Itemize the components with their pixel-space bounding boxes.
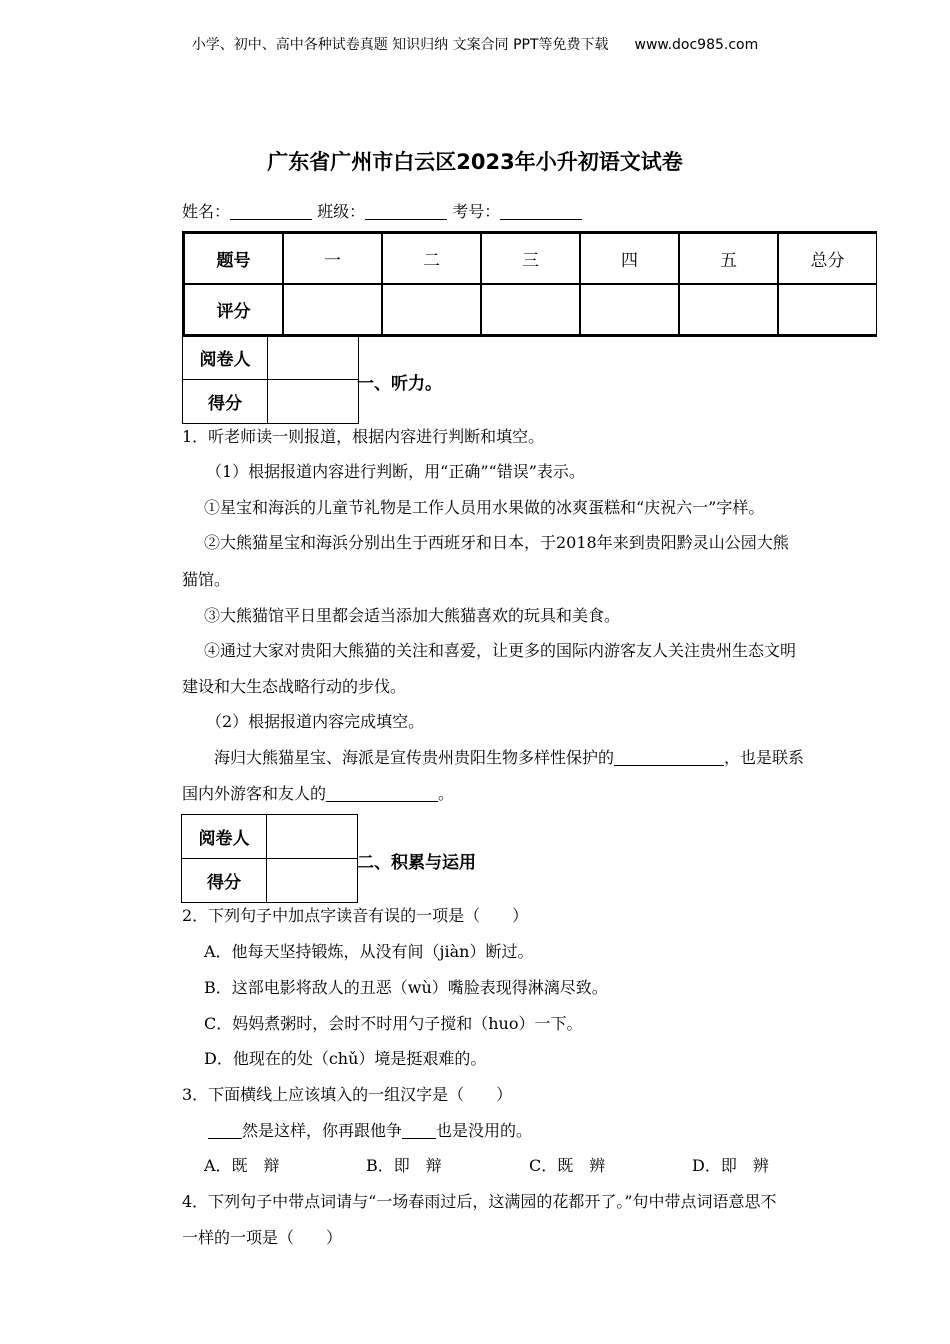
score-row	[184, 284, 877, 335]
fill-text: 。	[438, 784, 455, 803]
statement-cont: 建设和大生态战略行动的步伐。	[182, 677, 407, 696]
fill-blank[interactable]	[402, 1122, 436, 1139]
page-title: 广东省广州市白云区2023年小升初语文试卷	[267, 150, 683, 174]
option[interactable]: A．他每天坚持锻炼，从没有间（jiàn）断过。	[204, 942, 534, 961]
fill-blank[interactable]	[326, 785, 438, 802]
grader-score-label: 得分	[183, 380, 268, 424]
score-table	[182, 231, 877, 337]
sub-question: （2）根据报道内容完成填空。	[206, 712, 425, 731]
score-cell[interactable]	[778, 284, 877, 335]
grader-reader-cell[interactable]	[267, 815, 358, 859]
statement: ③大熊猫馆平日里都会适当添加大熊猫喜欢的玩具和美食。	[204, 606, 621, 625]
grader-score-cell[interactable]	[268, 380, 359, 424]
option[interactable]: C．妈妈煮粥时，会时不时用勺子搅和（huo）一下。	[204, 1014, 583, 1033]
grader-score-cell[interactable]	[267, 859, 358, 903]
question-3: 3．下面横线上应该填入的一组汉字是（ ）	[182, 1085, 513, 1104]
question-3-sentence	[208, 1118, 532, 1141]
fill-blank[interactable]	[208, 1122, 242, 1139]
statement: ②大熊猫星宝和海浜分别出生于西班牙和日本，于2018年来到贵阳黔灵山公园大熊	[204, 533, 789, 552]
class-label: 班级：	[317, 202, 366, 221]
option[interactable]: C．既 辨	[529, 1156, 606, 1175]
score-header-cell: 三	[481, 233, 580, 284]
score-cell[interactable]	[382, 284, 481, 335]
fill-line-2	[182, 781, 454, 804]
statement: ①星宝和海浜的儿童节礼物是工作人员用水果做的冰爽蛋糕和“庆祝六一”字样。	[204, 498, 765, 517]
page-header	[0, 34, 950, 54]
score-row-label: 评分	[184, 284, 283, 335]
option[interactable]: D．即 辨	[692, 1156, 769, 1175]
question-4-cont: 一样的一项是（ ）	[182, 1228, 343, 1247]
fill-text: 海归大熊猫星宝、海派是宣传贵州贵阳生物多样性保护的	[214, 748, 615, 767]
sentence-text: 也是没用的。	[436, 1121, 533, 1140]
option[interactable]: A．既 辩	[204, 1156, 280, 1175]
question-2: 2．下列句子中加点字读音有误的一项是（ ）	[182, 906, 529, 925]
sentence-text: 然是这样，你再跟他争	[242, 1121, 403, 1140]
option[interactable]: D．他现在的处（chǔ）境是挺艰难的。	[204, 1049, 487, 1068]
fill-text: ，也是联系	[724, 748, 805, 767]
sub-question: （1）根据报道内容进行判断，用“正确”“错误”表示。	[206, 462, 585, 481]
section-heading: 一、听力。	[357, 374, 442, 394]
exam-no-label: 考号：	[452, 202, 501, 221]
name-blank[interactable]	[230, 203, 312, 220]
grader-reader-label: 阅卷人	[183, 336, 268, 380]
score-header-cell: 一	[283, 233, 382, 284]
section-heading: 二、积累与运用	[357, 853, 476, 873]
score-cell[interactable]	[283, 284, 382, 335]
score-header-cell: 题号	[184, 233, 283, 284]
student-info	[182, 199, 582, 222]
header-site[interactable]: www.doc985.com	[634, 37, 759, 53]
grader-box-1	[182, 335, 359, 424]
question-1: 1．听老师读一则报道，根据内容进行判断和填空。	[182, 427, 545, 446]
grader-score-label: 得分	[182, 859, 267, 903]
score-cell[interactable]	[679, 284, 778, 335]
class-blank[interactable]	[365, 203, 447, 220]
grader-reader-cell[interactable]	[268, 336, 359, 380]
score-header-cell: 四	[580, 233, 679, 284]
statement: ④通过大家对贵阳大熊猫的关注和喜爱，让更多的国际内游客友人关注贵州生态文明	[204, 641, 797, 660]
grader-box-2	[181, 814, 358, 903]
fill-blank[interactable]	[614, 749, 724, 766]
statement-cont: 猫馆。	[182, 570, 231, 589]
score-cell[interactable]	[481, 284, 580, 335]
score-header-cell: 总分	[778, 233, 877, 284]
score-header-cell: 五	[679, 233, 778, 284]
option[interactable]: B．即 辩	[366, 1156, 442, 1175]
header-text: 小学、初中、高中各种试卷真题 知识归纳 文案合同 PPT等免费下载	[191, 37, 609, 53]
fill-text: 国内外游客和友人的	[182, 784, 327, 803]
option[interactable]: B．这部电影将敌人的丑恶（wù）嘴脸表现得淋漓尽致。	[204, 978, 608, 997]
fill-line-1	[214, 745, 804, 768]
exam-no-blank[interactable]	[500, 203, 582, 220]
score-header-cell: 二	[382, 233, 481, 284]
score-cell[interactable]	[580, 284, 679, 335]
grader-reader-label: 阅卷人	[182, 815, 267, 859]
question-4: 4．下列句子中带点词请与“一场春雨过后，这满园的花都开了。”句中带点词语意思不	[182, 1192, 777, 1211]
name-label: 姓名：	[182, 202, 231, 221]
score-header-row	[184, 233, 877, 284]
